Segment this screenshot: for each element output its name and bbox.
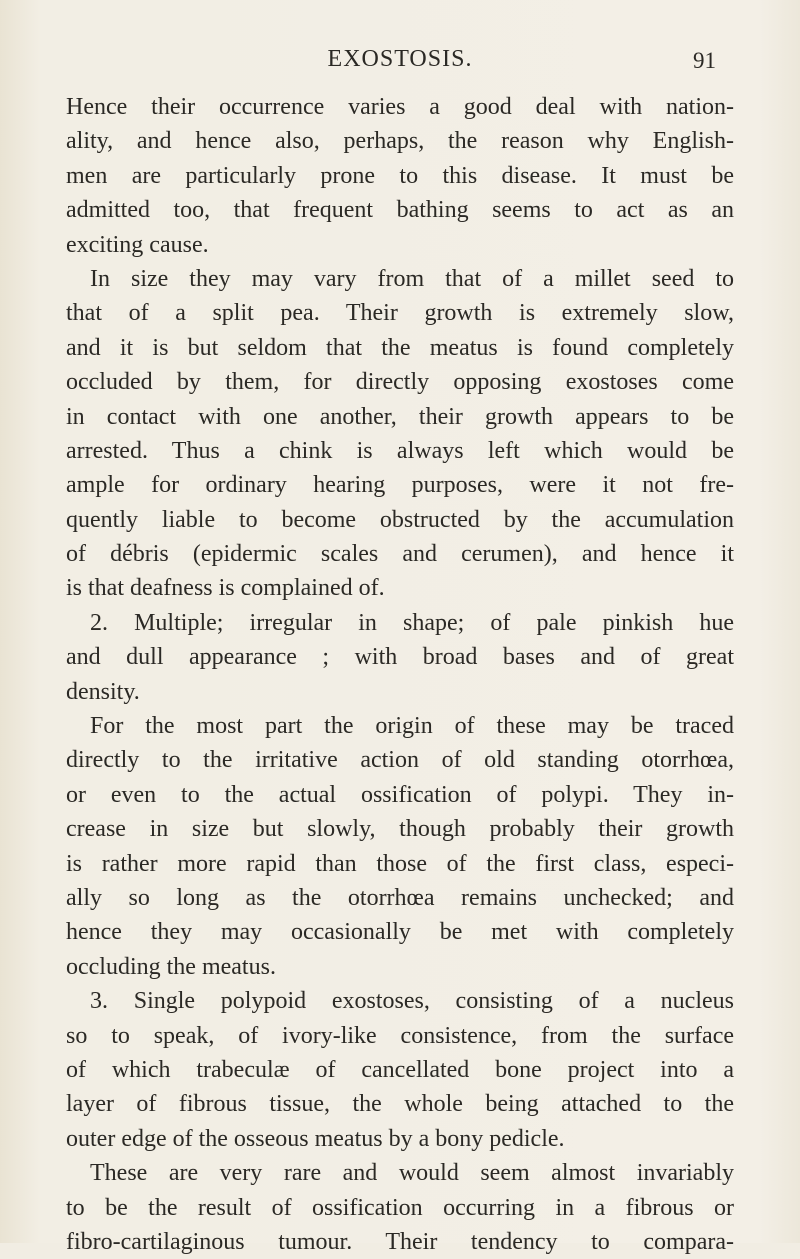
text-line: of which trabeculæ of cancellated bone project into a (66, 1056, 734, 1083)
text-line: or even to the actual ossification of polypi. They in- (66, 781, 734, 808)
text-line: 3. Single polypoid exostoses, consisting of a nucleus (90, 988, 734, 1015)
text-line: occluding the meatus. (66, 953, 276, 980)
text-line: occluded by them, for directly opposing exostoses come (66, 369, 734, 396)
text-line: admitted too, that frequent bathing seems to act as an (66, 197, 734, 224)
text-line: For the most part the origin of these may be traced (90, 713, 734, 740)
text-line: ality, and hence also, perhaps, the reason why English- (66, 128, 734, 155)
text-line: density. (66, 678, 140, 705)
text-line: of débris (epidermic scales and cerumen), and hence it (66, 541, 734, 568)
running-title: EXOSTOSIS. (327, 46, 473, 72)
text-line: directly to the irritative action of old standing otorrhœa, (66, 747, 734, 774)
text-line: and it is but seldom that the meatus is found completely (66, 334, 734, 361)
text-line: quently liable to become obstructed by the accumulation (66, 506, 734, 533)
text-line: exciting cause. (66, 231, 209, 258)
text-line: to be the result of ossification occurring in a fibrous or (66, 1194, 734, 1221)
text-line: that of a split pea. Their growth is extremely slow, (66, 300, 734, 327)
text-line: 2. Multiple; irregular in shape; of pale pinkish hue (90, 609, 734, 636)
text-line: arrested. Thus a chink is always left which would be (66, 437, 734, 464)
text-line: In size they may vary from that of a millet seed to (90, 265, 734, 292)
text-line: ample for ordinary hearing purposes, were it not fre- (66, 472, 734, 499)
text-line: ally so long as the otorrhœa remains unchecked; and (66, 884, 734, 911)
text-line: is that deafness is complained of. (66, 575, 385, 602)
page-header (0, 46, 800, 86)
body-text (66, 90, 734, 1259)
text-line: fibro-cartilaginous tumour. Their tendency to compara- (66, 1228, 734, 1255)
text-line: in contact with one another, their growth appears to be (66, 403, 734, 430)
text-line: men are particularly prone to this disease. It must be (66, 162, 734, 189)
text-line: is rather more rapid than those of the first class, especi- (66, 850, 734, 877)
page-number: 91 (693, 48, 716, 73)
text-line: layer of fibrous tissue, the whole being attached to the (66, 1091, 734, 1118)
text-line: These are very rare and would seem almost invariably (90, 1160, 734, 1187)
text-line: so to speak, of ivory-like consistence, from the surface (66, 1022, 734, 1049)
text-line: Hence their occurrence varies a good deal with nation- (66, 94, 734, 120)
text-line: hence they may occasionally be met with completely (66, 919, 734, 946)
text-line: outer edge of the osseous meatus by a bony pedicle. (66, 1125, 565, 1152)
text-line: crease in size but slowly, though probably their growth (66, 816, 734, 843)
text-line: and dull appearance ; with broad bases and of great (66, 644, 734, 671)
